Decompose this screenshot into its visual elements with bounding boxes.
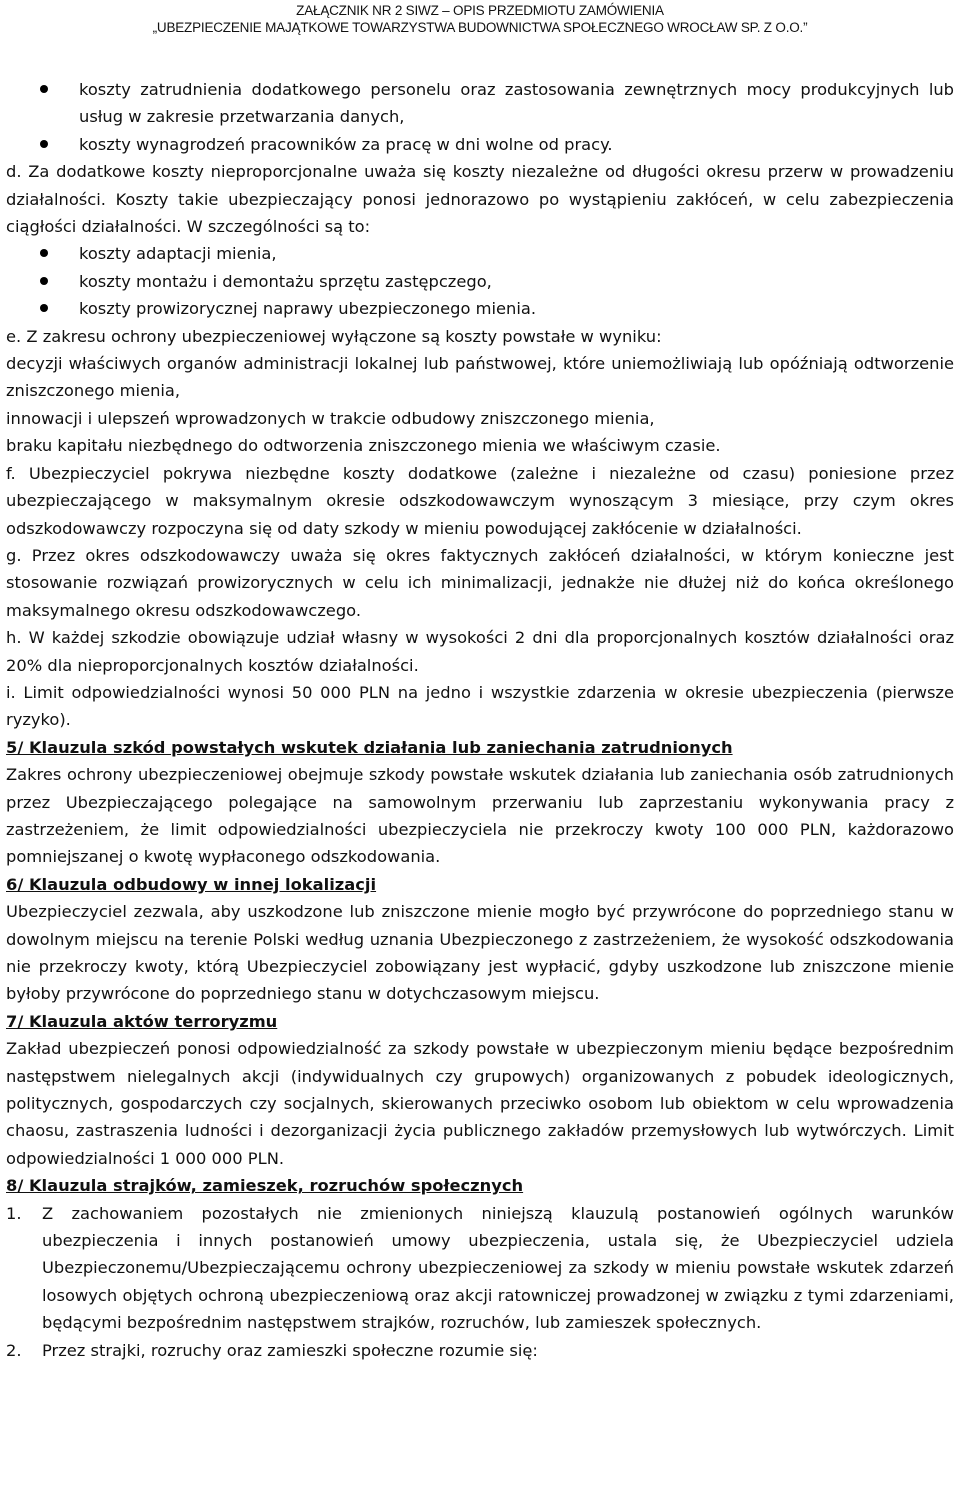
bullet-list-d (6, 240, 954, 322)
clause-6-text: Ubezpieczyciel zezwala, aby uszkodzone lub zniszczone mienie mogło być przywrócone do poprzedniego stanu w dowolnym miejscu na terenie Polski według uznania Ubezpieczonego z zastrzeżeniem, że wysokość odszkodowania nie przekroczy kwoty, którą Ubezpieczyciel zobowiązany jest wypłacić, gdyby uszkodzone lub zniszczone mienie byłoby przywrócone do poprzedniego stanu w dotychczasowym miejscu. (6, 902, 954, 1004)
bullet-list-top (6, 76, 954, 158)
bullet-icon (40, 140, 48, 148)
paragraph-e-intro: e. Z zakresu ochrony ubezpieczeniowej wyłączone są koszty powstałe w wyniku: (6, 326, 662, 346)
clause-8-heading: 8/ Klauzula strajków, zamieszek, rozruchów społecznych (6, 1176, 524, 1196)
clause-5-text: Zakres ochrony ubezpieczeniowej obejmuje szkody powstałe wskutek działania lub zaniechania osób zatrudnionych przez Ubezpieczającego polegające na samowolnym przerwaniu lub zaprzestaniu wykonywania pracy z zastrzeżeniem, że limit odpowiedzialności ubezpieczyciela nie przekroczy kwoty 100 000 PLN, każdorazowo pomniejszanej o kwotę wypłaconego odszkodowania. (6, 765, 954, 867)
clause-6-heading: 6/ Klauzula odbudowy w innej lokalizacji (6, 874, 377, 894)
header-title: ZAŁĄCZNIK NR 2 SIWZ – OPIS PRZEDMIOTU ZAMÓWIENIA (296, 3, 664, 18)
bullet-icon (40, 304, 48, 312)
list-item: 1. Z zachowaniem pozostałych nie zmienionych niniejszą klauzulą postanowień ogólnych warunków ubezpieczenia i innych postanowień umowy ubezpieczenia, ustala się, że Ubezpieczyciel udziela Ubezpieczonemu/Ubezpieczającemu ochrony ubezpieczeniowej za szkody w mieniu powstałe wskutek zdarzeń losowych objętych ochroną ubezpieczeniową oraz akcji ratowniczej prowadzonej w związku z tymi zdarzeniami, będącymi bezpośrednim następstwem strajków, rozruchów, lub zamieszek społecznych. (6, 1200, 954, 1337)
paragraph-e-item: decyzji właściwych organów administracji lokalnej lub państwowej, które uniemożliwiają lub opóźniają odtworzenie zniszczonego mienia, (6, 354, 954, 401)
document-body (6, 76, 954, 1364)
document-header (0, 0, 960, 36)
list-number: 1. (6, 1203, 22, 1223)
paragraph-g: g. Przez okres odszkodowawczy uważa się okres faktycznych zakłóceń działalności, w którym konieczne jest stosowanie rozwiązań prowizorycznych w celu ich minimalizacji, jednakże nie dłużej niż do końca określonego maksymalnego okresu odszkodowawczego. (6, 545, 954, 620)
paragraph-i: i. Limit odpowiedzialności wynosi 50 000 PLN na jedno i wszystkie zdarzenia w okresie ubezpieczenia (pierwsze ryzyko). (6, 682, 954, 730)
clause-7-text: Zakład ubezpieczeń ponosi odpowiedzialność za szkody powstałe w ubezpieczonym mieniu będące bezpośrednim następstwem nielegalnych akcji (indywidualnych czy grupowych) organizowanych z pobudek ideologicznych, politycznych, gospodarczych czy socjalnych, skierowanych przeciwko osobom lub obiektom w celu wprowadzenia chaosu, zastraszenia ludności i dezorganizacji życia publicznego zakładów przemysłowych lub wytwórczych. Limit odpowiedzialności 1 000 000 PLN. (6, 1039, 954, 1168)
list-item: 2. Przez strajki, rozruchy oraz zamieszki społeczne rozumie się: (6, 1337, 954, 1364)
paragraph-e-item: braku kapitału niezbędnego do odtworzenia zniszczonego mienia we właściwym czasie. (6, 436, 721, 456)
clause-5-heading: 5/ Klauzula szkód powstałych wskutek działania lub zaniechania zatrudnionych (6, 737, 733, 757)
list-item: koszty adaptacji mienia, (6, 240, 954, 267)
clause-8-list (6, 1200, 954, 1364)
list-item: koszty montażu i demontażu sprzętu zastępczego, (6, 268, 954, 295)
paragraph-d: d. Za dodatkowe koszty nieproporcjonalne uważa się koszty niezależne od długości okresu przerw w prowadzeniu działalności. Koszty takie ubezpieczający ponosi jednorazowo po wystąpieniu zakłóceń, w celu zabezpieczenia ciągłości działalności. W szczególności są to: (6, 162, 954, 237)
paragraph-f: f. Ubezpieczyciel pokrywa niezbędne koszty dodatkowe (zależne i niezależne od czasu) poniesione przez ubezpieczającego w maksymalnym okresie odszkodowawczym wynoszącym 3 miesiące, przy czym okres odszkodowawczy rozpoczyna się od daty szkody w mieniu powodującej zakłócenie w działalności. (6, 463, 954, 538)
list-item: koszty wynagrodzeń pracowników za pracę w dni wolne od pracy. (6, 131, 954, 158)
header-subtitle: „UBEZPIECZENIE MAJĄTKOWE TOWARZYSTWA BUDOWNICTWA SPOŁECZNEGO WROCŁAW SP. Z O.O.” (152, 20, 808, 35)
bullet-icon (40, 277, 48, 285)
list-number: 2. (6, 1340, 22, 1360)
bullet-icon (40, 249, 48, 257)
bullet-icon (40, 85, 48, 93)
paragraph-h: h. W każdej szkodzie obowiązuje udział własny w wysokości 2 dni dla proporcjonalnych kosztów działalności oraz 20% dla nieproporcjonalnych kosztów działalności. (6, 628, 954, 675)
list-item: koszty zatrudnienia dodatkowego personelu oraz zastosowania zewnętrznych mocy produkcyjnych lub usług w zakresie przetwarzania danych, (6, 76, 954, 131)
clause-7-heading: 7/ Klauzula aktów terroryzmu (6, 1011, 278, 1031)
paragraph-e-item: innowacji i ulepszeń wprowadzonych w trakcie odbudowy zniszczonego mienia, (6, 408, 655, 428)
list-item: koszty prowizorycznej naprawy ubezpieczonego mienia. (6, 295, 954, 322)
